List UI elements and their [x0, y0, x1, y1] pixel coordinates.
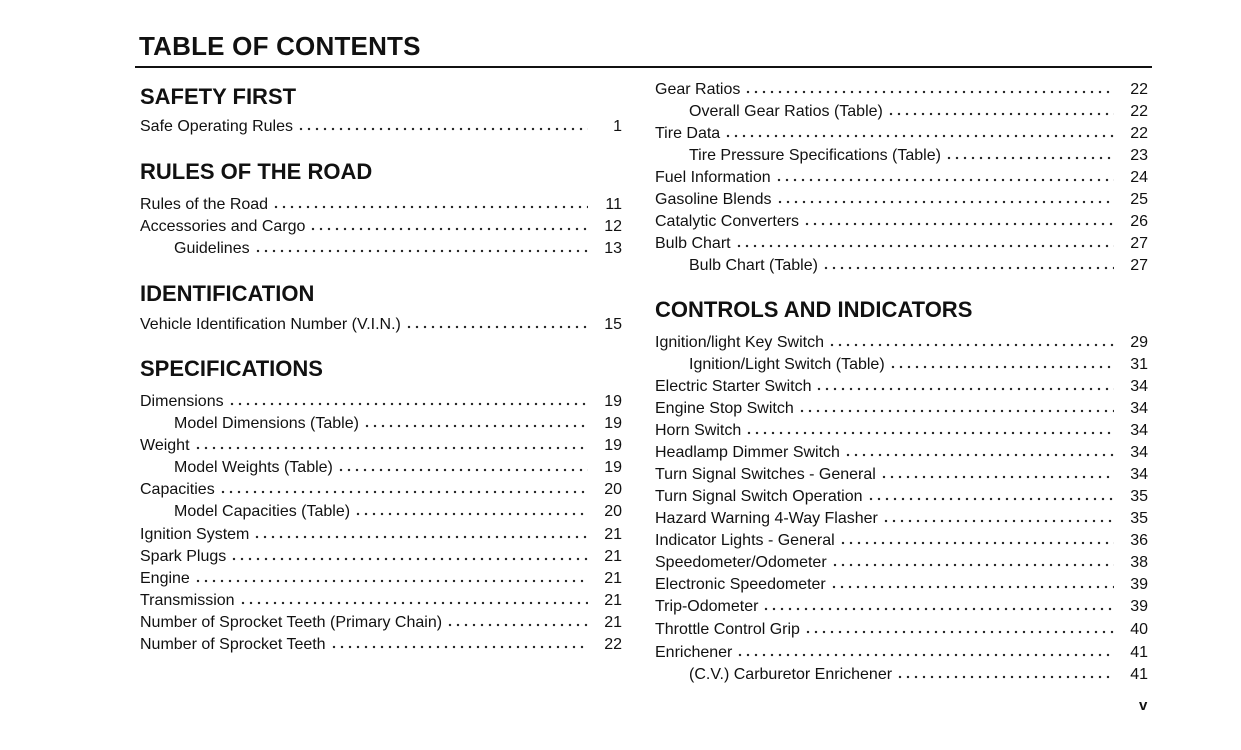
toc-entry-transmission[interactable]: [140, 591, 622, 611]
toc-entry-ignition-light-key-switch[interactable]: [655, 333, 1148, 353]
entry-page-number: 11: [605, 196, 622, 213]
toc-entry-gasoline-blends[interactable]: [655, 190, 1148, 210]
toc-entry-guidelines[interactable]: [140, 239, 622, 259]
toc-entry-electronic-speedometer[interactable]: [655, 575, 1148, 595]
toc-entry-headlamp-dimmer-switch[interactable]: [655, 443, 1148, 463]
dot-leader: [405, 323, 588, 331]
entry-page-number: 34: [1130, 466, 1148, 483]
dot-leader: [363, 422, 588, 430]
dot-leader: [230, 555, 588, 563]
entry-page-number: 21: [604, 614, 622, 631]
dot-leader: [844, 451, 1114, 459]
toc-entry-tire-data[interactable]: [655, 124, 1148, 144]
dot-leader: [830, 583, 1114, 591]
entry-label: Accessories and Cargo: [140, 218, 306, 235]
toc-entry-tire-pressure-specifications[interactable]: [655, 146, 1148, 166]
entry-page-number: 19: [604, 415, 622, 432]
entry-page-number: 40: [1130, 621, 1148, 638]
page-folio: v: [1139, 697, 1148, 714]
entry-label: Rules of the Road: [140, 196, 269, 213]
entry-page-number: 22: [1130, 81, 1148, 98]
dot-leader: [776, 198, 1114, 206]
toc-entry-bulb-chart-table[interactable]: [655, 256, 1148, 276]
toc-entry-ignition-light-switch-table[interactable]: [655, 355, 1148, 375]
dot-leader: [775, 176, 1114, 184]
entry-label: Guidelines: [174, 240, 250, 257]
entry-label: Overall Gear Ratios (Table): [689, 103, 883, 120]
entry-label: Capacities: [140, 481, 215, 498]
toc-entry-ignition-system[interactable]: [140, 525, 622, 545]
entry-page-number: 22: [604, 636, 622, 653]
dot-leader: [831, 561, 1114, 569]
entry-label: Model Dimensions (Table): [174, 415, 359, 432]
entry-label: Throttle Control Grip: [655, 621, 800, 638]
entry-label: Engine: [140, 570, 190, 587]
entry-page-number: 39: [1130, 598, 1148, 615]
entry-label: Tire Data: [655, 125, 721, 142]
section-heading-identification: IDENTIFICATION: [140, 281, 315, 306]
toc-entry-hazard-warning-flasher[interactable]: [655, 509, 1148, 529]
entry-label: Safe Operating Rules: [140, 118, 293, 135]
toc-entry-horn-switch[interactable]: [655, 421, 1148, 441]
toc-entry-sprocket-teeth[interactable]: [140, 635, 622, 655]
entry-label: Indicator Lights - General: [655, 532, 835, 549]
entry-page-number: 21: [604, 592, 622, 609]
toc-entry-engine-stop-switch[interactable]: [655, 399, 1148, 419]
entry-label: Transmission: [140, 592, 235, 609]
toc-entry-engine[interactable]: [140, 569, 622, 589]
entry-label: Hazard Warning 4-Way Flasher: [655, 510, 878, 527]
entry-page-number: 34: [1130, 422, 1148, 439]
entry-page-number: 31: [1130, 356, 1148, 373]
toc-entry-spark-plugs[interactable]: [140, 547, 622, 567]
entry-page-number: 19: [604, 437, 622, 454]
toc-entry-safe-operating-rules[interactable]: [140, 117, 622, 137]
dot-leader: [254, 247, 588, 255]
toc-entry-rules-of-the-road[interactable]: [140, 195, 622, 215]
entry-label: Trip-Odometer: [655, 598, 759, 615]
entry-page-number: 41: [1130, 644, 1148, 661]
entry-page-number: 22: [1130, 103, 1148, 120]
dot-leader: [744, 88, 1114, 96]
entry-page-number: 20: [604, 481, 622, 498]
dot-leader: [745, 429, 1114, 437]
entry-label: Electronic Speedometer: [655, 576, 826, 593]
entry-label: Enrichener: [655, 644, 733, 661]
entry-page-number: 34: [1130, 400, 1148, 417]
dot-leader: [822, 264, 1114, 272]
entry-page-number: 21: [604, 548, 622, 565]
entry-label: Number of Sprocket Teeth: [140, 636, 326, 653]
entry-page-number: 26: [1130, 213, 1148, 230]
entry-label: Number of Sprocket Teeth (Primary Chain): [140, 614, 443, 631]
toc-entry-vin[interactable]: [140, 315, 622, 335]
section-heading-controls-and-indicators: CONTROLS AND INDICATORS: [655, 297, 973, 322]
entry-page-number: 12: [604, 218, 622, 235]
dot-leader: [330, 643, 588, 651]
section-heading-specifications: SPECIFICATIONS: [140, 356, 323, 381]
entry-label: Gear Ratios: [655, 81, 741, 98]
page-title: TABLE OF CONTENTS: [139, 31, 421, 61]
entry-page-number: 41: [1130, 666, 1148, 683]
entry-label: Catalytic Converters: [655, 213, 800, 230]
entry-label: Dimensions: [140, 393, 224, 410]
entry-label: Engine Stop Switch: [655, 400, 794, 417]
dot-leader: [337, 466, 588, 474]
dot-leader: [239, 599, 588, 607]
dot-leader: [735, 242, 1114, 250]
dot-leader: [828, 341, 1114, 349]
dot-leader: [309, 225, 588, 233]
entry-label: Model Weights (Table): [174, 459, 333, 476]
dot-leader: [889, 363, 1114, 371]
toc-entry-turn-signal-switch-operation[interactable]: [655, 487, 1148, 507]
entry-page-number: 29: [1130, 334, 1148, 351]
entry-label: Weight: [140, 437, 190, 454]
entry-page-number: 19: [604, 393, 622, 410]
toc-entry-accessories-and-cargo[interactable]: [140, 217, 622, 237]
dot-leader: [880, 473, 1114, 481]
entry-page-number: 15: [604, 316, 622, 333]
entry-page-number: 13: [604, 240, 622, 257]
entry-page-number: 23: [1130, 147, 1148, 164]
entry-page-number: 20: [604, 503, 622, 520]
entry-label: Turn Signal Switches - General: [655, 466, 876, 483]
toc-entry-model-capacities[interactable]: [140, 502, 622, 522]
entry-label: Tire Pressure Specifications (Table): [689, 147, 941, 164]
entry-label: Fuel Information: [655, 169, 771, 186]
entry-label: Bulb Chart: [655, 235, 731, 252]
entry-page-number: 27: [1130, 257, 1148, 274]
dot-leader: [272, 203, 588, 211]
entry-label: Ignition/light Key Switch: [655, 334, 824, 351]
section-heading-rules-of-the-road: RULES OF THE ROAD: [140, 159, 373, 184]
toc-entry-weight[interactable]: [140, 436, 622, 456]
dot-leader: [798, 407, 1114, 415]
dot-leader: [297, 125, 588, 133]
entry-page-number: 34: [1130, 444, 1148, 461]
entry-label: Horn Switch: [655, 422, 742, 439]
dot-leader: [887, 110, 1114, 118]
dot-leader: [945, 154, 1114, 162]
entry-page-number: 21: [604, 526, 622, 543]
dot-leader: [867, 495, 1114, 503]
entry-label: Ignition/Light Switch (Table): [689, 356, 885, 373]
dot-leader: [354, 510, 588, 518]
entry-page-number: 35: [1130, 510, 1148, 527]
dot-leader: [219, 488, 588, 496]
entry-label: (C.V.) Carburetor Enrichener: [689, 666, 893, 683]
entry-label: Spark Plugs: [140, 548, 227, 565]
title-rule: [135, 66, 1152, 68]
entry-label: Gasoline Blends: [655, 191, 772, 208]
toc-entry-fuel-information[interactable]: [655, 168, 1148, 188]
entry-page-number: 34: [1130, 378, 1148, 395]
entry-page-number: 35: [1130, 488, 1148, 505]
toc-entry-model-dimensions[interactable]: [140, 414, 622, 434]
dot-leader: [882, 517, 1114, 525]
dot-leader: [253, 533, 588, 541]
toc-entry-throttle-control-grip[interactable]: [655, 620, 1148, 640]
toc-entry-enrichener[interactable]: [655, 643, 1148, 663]
toc-entry-turn-signal-switches-general[interactable]: [655, 465, 1148, 485]
section-heading-safety-first: SAFETY FIRST: [140, 84, 297, 109]
toc-entry-electric-starter-switch[interactable]: [655, 377, 1148, 397]
entry-label: Bulb Chart (Table): [689, 257, 818, 274]
entry-label: Ignition System: [140, 526, 250, 543]
entry-page-number: 39: [1130, 576, 1148, 593]
toc-entry-catalytic-converters[interactable]: [655, 212, 1148, 232]
dot-leader: [446, 621, 588, 629]
dot-leader: [228, 400, 588, 408]
entry-page-number: 21: [604, 570, 622, 587]
toc-entry-trip-odometer[interactable]: [655, 597, 1148, 617]
toc-entry-capacities[interactable]: [140, 480, 622, 500]
dot-leader: [194, 444, 588, 452]
dot-leader: [839, 539, 1114, 547]
dot-leader: [736, 651, 1114, 659]
toc-entry-cv-carburetor-enrichener[interactable]: [655, 665, 1148, 685]
entry-label: Speedometer/Odometer: [655, 554, 827, 571]
entry-label: Electric Starter Switch: [655, 378, 812, 395]
dot-leader: [803, 220, 1114, 228]
entry-label: Headlamp Dimmer Switch: [655, 444, 840, 461]
toc-entry-indicator-lights-general[interactable]: [655, 531, 1148, 551]
entry-page-number: 19: [604, 459, 622, 476]
entry-page-number: 1: [613, 118, 622, 135]
dot-leader: [194, 577, 588, 585]
entry-label: Model Capacities (Table): [174, 503, 351, 520]
entry-page-number: 25: [1130, 191, 1148, 208]
entry-page-number: 24: [1130, 169, 1148, 186]
entry-page-number: 38: [1130, 554, 1148, 571]
dot-leader: [815, 385, 1114, 393]
toc-entry-gear-ratios[interactable]: [655, 80, 1148, 100]
toc-entry-model-weights[interactable]: [140, 458, 622, 478]
entry-label: Vehicle Identification Number (V.I.N.): [140, 316, 401, 333]
entry-label: Turn Signal Switch Operation: [655, 488, 863, 505]
entry-page-number: 27: [1130, 235, 1148, 252]
toc-entry-overall-gear-ratios[interactable]: [655, 102, 1148, 122]
toc-entry-sprocket-teeth-primary-chain[interactable]: [140, 613, 622, 633]
dot-leader: [762, 605, 1114, 613]
entry-page-number: 22: [1130, 125, 1148, 142]
entry-page-number: 36: [1130, 532, 1148, 549]
dot-leader: [724, 132, 1114, 140]
toc-entry-speedometer-odometer[interactable]: [655, 553, 1148, 573]
dot-leader: [896, 673, 1114, 681]
toc-entry-bulb-chart[interactable]: [655, 234, 1148, 254]
dot-leader: [804, 628, 1114, 636]
toc-entry-dimensions[interactable]: [140, 392, 622, 412]
